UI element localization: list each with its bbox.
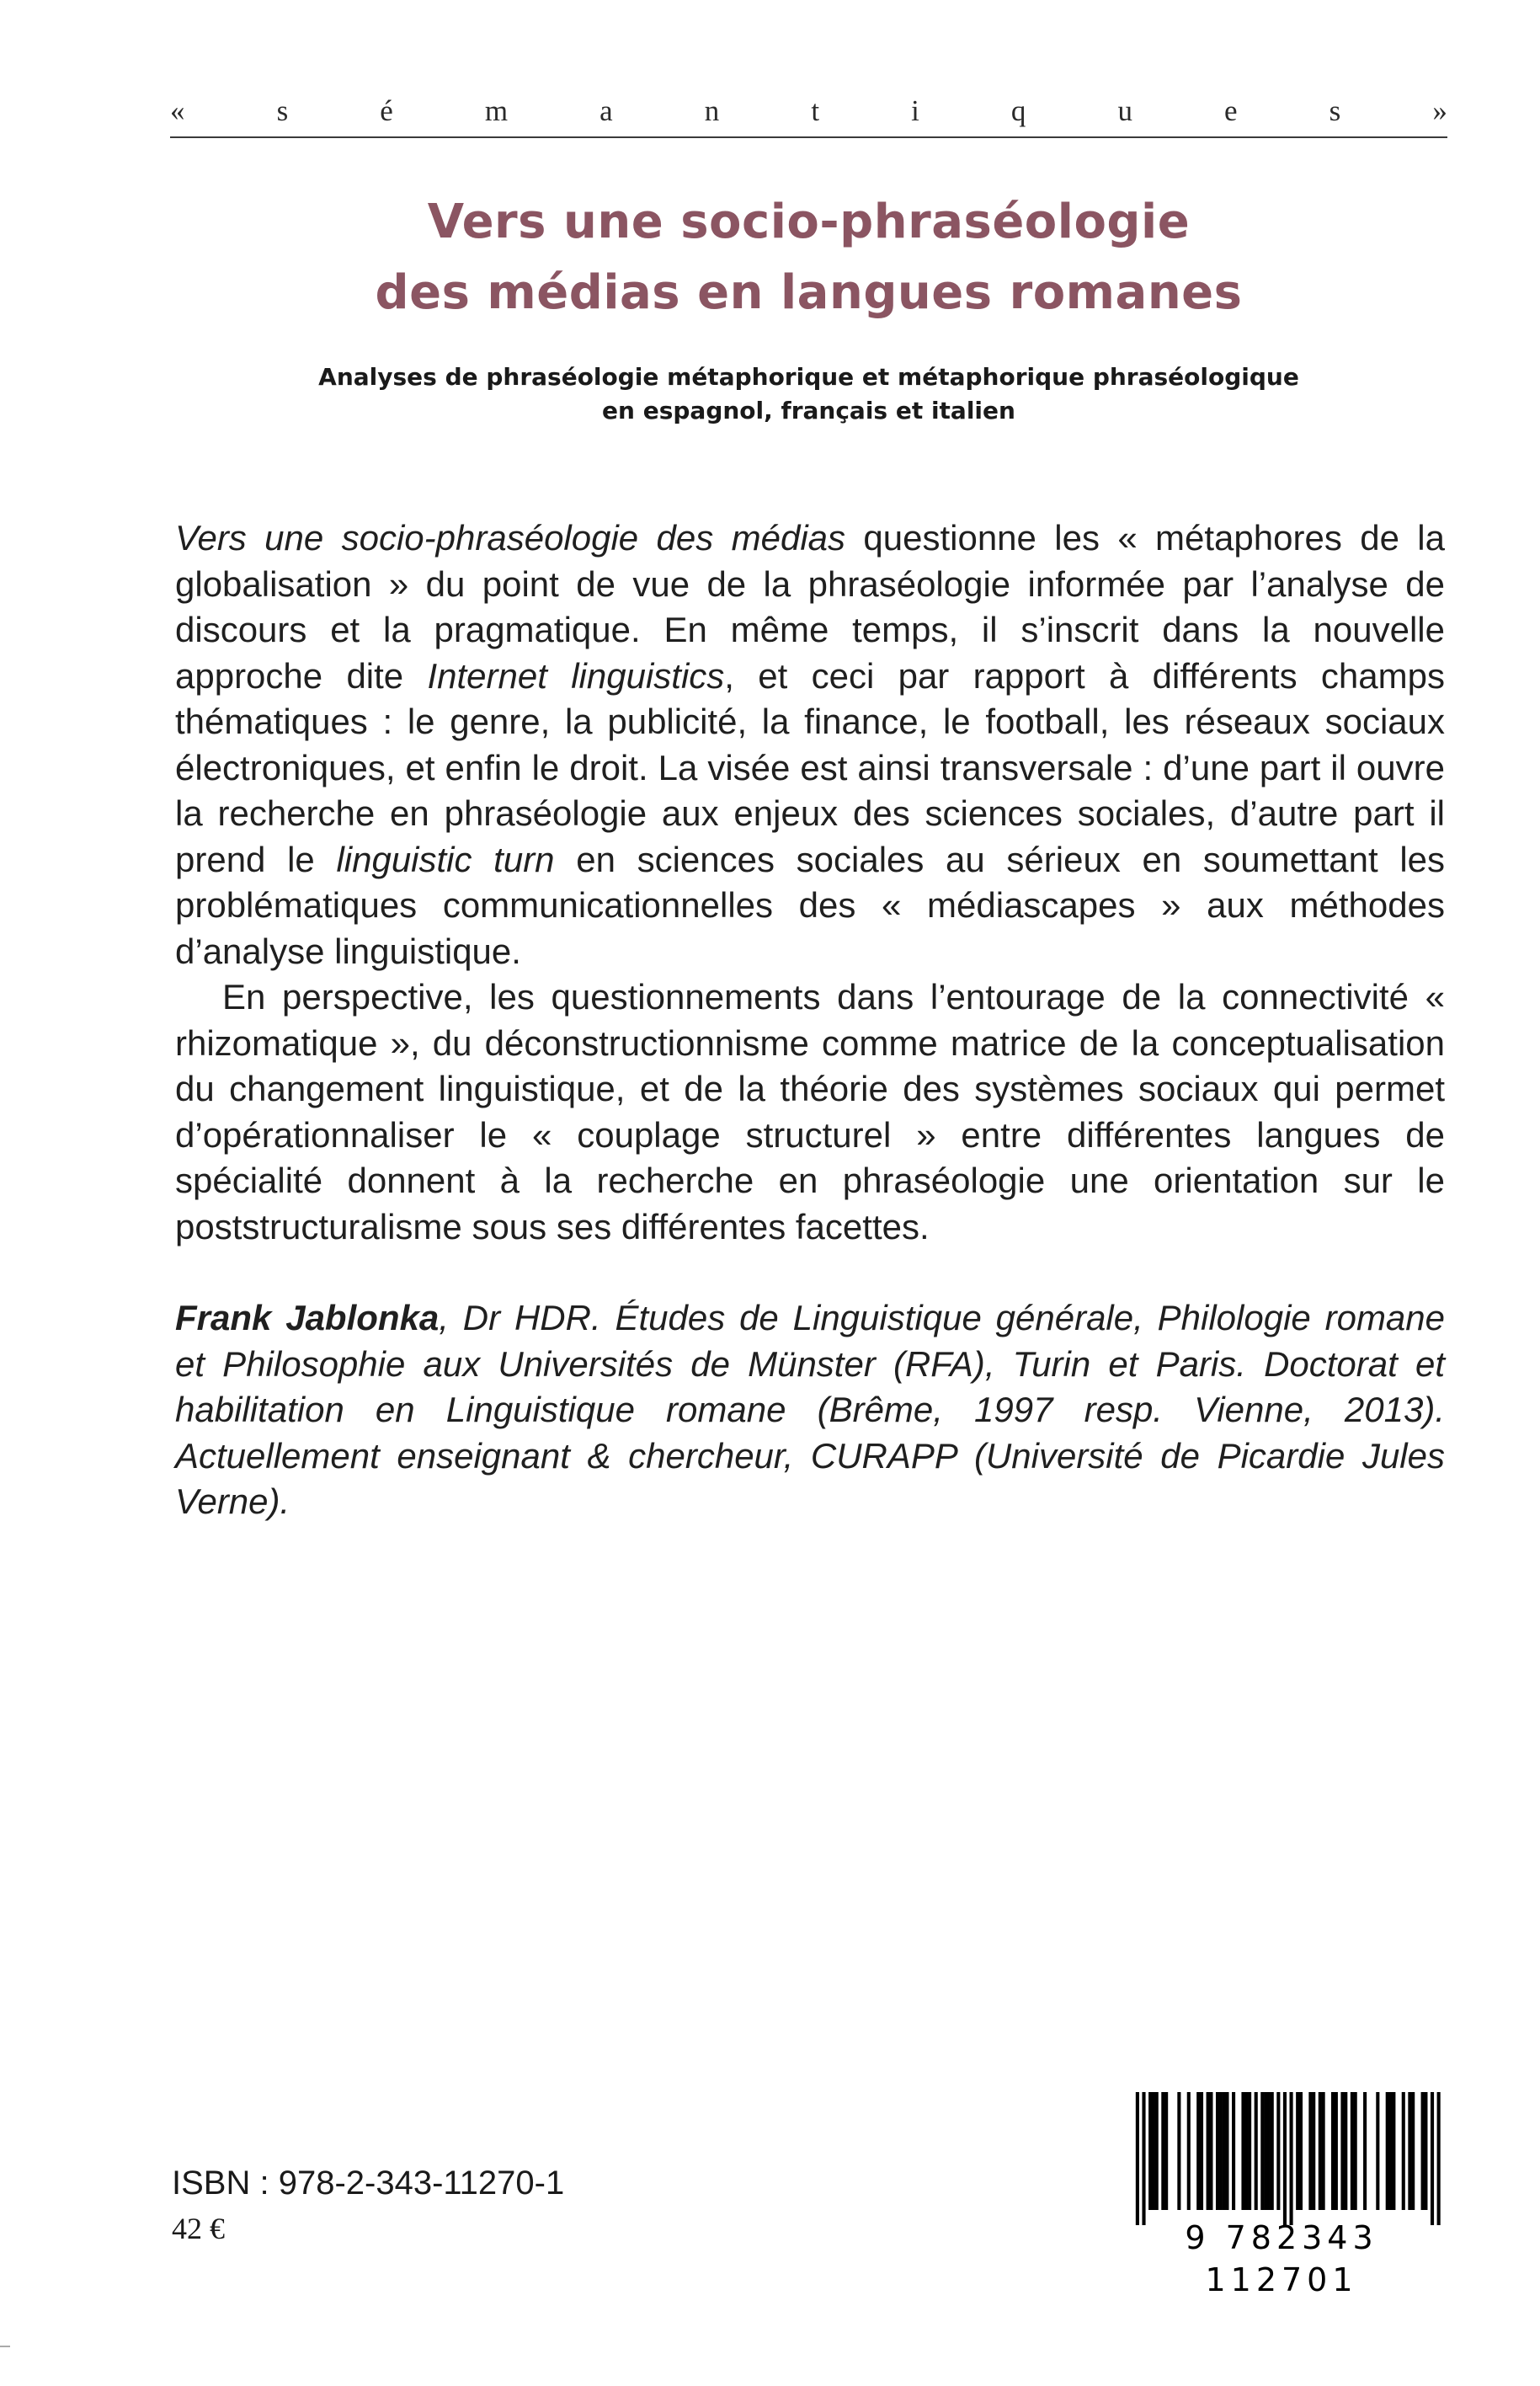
description-paragraph-2: En perspective, les questionnements dans l’entourage de la connectivité « rhizomatique », du déconstructionnisme comme matrice de la conceptualisation du changement linguistique, et de la théorie des systèmes sociaux qui permet d’opérationnaliser le « couplage structurel » entre différentes langues de spécialité donnent à la recherche en phraséologie une orientation sur le poststructuralisme sous ses différentes facettes. xyxy=(175,977,1445,1246)
series-letter: e xyxy=(1224,94,1238,127)
series-letter: a xyxy=(599,94,613,127)
barcode-bar xyxy=(1164,2092,1168,2210)
barcode-bar xyxy=(1219,2092,1223,2210)
description-paragraph-1 xyxy=(175,515,1445,974)
barcode-bar xyxy=(1248,2092,1251,2210)
barcode-bar xyxy=(1155,2092,1159,2210)
barcode-bar xyxy=(1290,2092,1293,2225)
barcode-bar xyxy=(1331,2092,1335,2210)
title-line-1: Vers une socio-phraséologie xyxy=(427,195,1191,249)
barcode-bar xyxy=(1308,2092,1312,2210)
barcode-bar xyxy=(1431,2092,1434,2225)
barcode-bar xyxy=(1296,2092,1299,2210)
barcode-bar xyxy=(1424,2092,1427,2210)
series-letter: s xyxy=(276,94,289,127)
barcode-bar xyxy=(1244,2092,1248,2210)
barcode-bar xyxy=(1142,2092,1145,2225)
title-line-2: des médias en langues romanes xyxy=(375,265,1243,320)
series-letter: é xyxy=(380,94,393,127)
barcode-bar xyxy=(1232,2092,1235,2210)
series-letter: n xyxy=(704,94,720,127)
barcode-bar xyxy=(1152,2092,1155,2210)
barcode-bar xyxy=(1351,2092,1354,2210)
series-letter: « xyxy=(170,94,185,127)
italic-term: Internet linguistics xyxy=(427,655,725,696)
header-divider xyxy=(170,136,1447,138)
subtitle-line-2: en espagnol, français et italien xyxy=(602,397,1015,424)
barcode-bar xyxy=(1207,2092,1210,2210)
barcode-bar xyxy=(1389,2092,1393,2210)
barcode-bar xyxy=(1402,2092,1405,2210)
italic-book-title: Vers une socio-phraséologie des médias xyxy=(175,518,846,558)
book-subtitle xyxy=(170,360,1447,428)
barcode-bar xyxy=(1437,2092,1441,2225)
barcode-bar xyxy=(1216,2092,1219,2210)
barcode-bar xyxy=(1411,2092,1415,2210)
barcode-bar xyxy=(1209,2092,1212,2210)
series-letter: i xyxy=(911,94,919,127)
barcode-bar xyxy=(1299,2092,1303,2210)
barcode-bar xyxy=(1363,2092,1367,2210)
barcode-bar xyxy=(1200,2092,1203,2210)
barcode-bars xyxy=(1116,2092,1447,2225)
series-letter: » xyxy=(1432,94,1447,127)
barcode-bar xyxy=(1223,2092,1226,2210)
barcode-bar xyxy=(1283,2092,1287,2225)
barcode-bar xyxy=(1335,2092,1338,2210)
series-letter: u xyxy=(1117,94,1132,127)
barcode-bar xyxy=(1225,2092,1228,2210)
barcode-bar xyxy=(1241,2092,1244,2210)
description-text: , et ceci par rapport à différents champs thématiques : le genre, la publicité, la finance, le football, les réseaux sociaux électroniques, et enfin le droit. La visée est ainsi transversale : d’une part il ouvre la recherche en phraséologie aux enjeux des sciences sociales, d’autre part il prend le xyxy=(175,655,1445,879)
barcode xyxy=(1116,2092,1447,2298)
barcode-bar xyxy=(1344,2092,1347,2210)
series-letter: m xyxy=(484,94,509,127)
isbn: ISBN : 978-2-343-11270-1 xyxy=(172,2164,565,2202)
barcode-bar xyxy=(1136,2092,1139,2225)
series-letter: t xyxy=(811,94,820,127)
barcode-bar xyxy=(1267,2092,1271,2210)
barcode-bar xyxy=(1260,2092,1264,2210)
author-bio-text: , Dr HDR. Études de Linguistique générale, Philologie romane et Philosophie aux Universités de Münster (RFA), Turin et Paris. Doctorat et habilitation en Linguistique romane (Brême, 1997 resp. Vienne, 2013). Actuellement enseignant & chercheur, CURAPP (Université de Picardie Jules Verne). xyxy=(175,1298,1446,1521)
series-letter: s xyxy=(1329,94,1341,127)
barcode-bar xyxy=(1376,2092,1379,2210)
crop-mark xyxy=(0,2346,10,2347)
description-text: questionne les « métaphores de la globalisation » du point de vue de la phraséologie informée par l’analyse de discours et la pragmatique. En même temps, il s’inscrit dans la nouvelle approche dite xyxy=(175,518,1445,696)
barcode-bar xyxy=(1322,2092,1325,2210)
barcode-bar xyxy=(1264,2092,1267,2210)
book-title xyxy=(170,187,1447,328)
series-name xyxy=(170,94,1447,128)
barcode-bar xyxy=(1386,2092,1389,2210)
book-description xyxy=(175,515,1445,1250)
barcode-digits: 9 782343 112701 xyxy=(1185,2219,1378,2298)
barcode-bar xyxy=(1312,2092,1315,2210)
barcode-bar xyxy=(1421,2092,1425,2210)
author-bio xyxy=(175,1295,1445,1525)
barcode-bar xyxy=(1161,2092,1164,2210)
barcode-bar xyxy=(1276,2092,1280,2210)
barcode-bar xyxy=(1354,2092,1357,2210)
barcode-bar xyxy=(1187,2092,1191,2210)
barcode-bar xyxy=(1196,2092,1200,2210)
barcode-bar xyxy=(1177,2092,1180,2210)
barcode-bar xyxy=(1392,2092,1395,2210)
series-letter: q xyxy=(1010,94,1026,127)
description-text: en sciences sociales au sérieux en soumettant les problématiques communicationnelles des « médiascapes » aux méthodes d’analyse linguistique. xyxy=(175,839,1446,971)
subtitle-line-1: Analyses de phraséologie métaphorique et métaphorique phraséologique xyxy=(318,363,1299,391)
price: 42 € xyxy=(172,2212,225,2245)
barcode-bar xyxy=(1340,2092,1344,2210)
barcode-bar xyxy=(1255,2092,1258,2210)
barcode-bar xyxy=(1148,2092,1152,2210)
author-name: Frank Jablonka xyxy=(175,1298,440,1337)
barcode-bar xyxy=(1408,2092,1411,2210)
italic-term: linguistic turn xyxy=(336,839,555,879)
barcode-bar xyxy=(1319,2092,1322,2210)
barcode-bar xyxy=(1271,2092,1274,2210)
